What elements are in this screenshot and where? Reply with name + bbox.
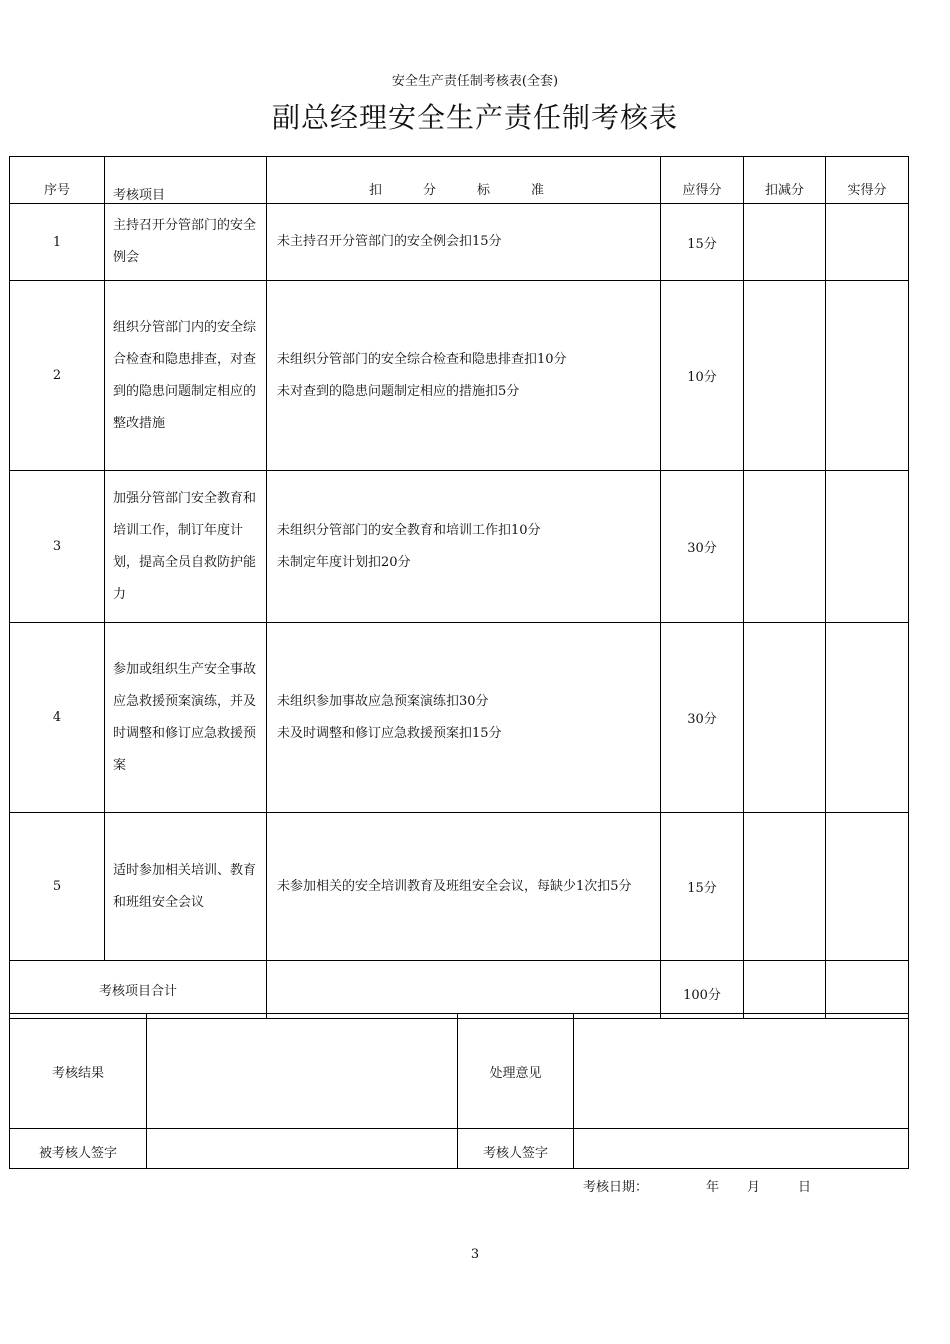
row-deduction-cell: [744, 471, 826, 623]
table-row: [10, 471, 909, 623]
col-header-deduction: 扣减分: [744, 157, 826, 204]
row-criteria: [267, 623, 661, 813]
row-score: 15分: [661, 204, 744, 281]
assessor-sign-field[interactable]: [574, 1129, 909, 1169]
row-score: 15分: [661, 813, 744, 961]
col-header-actual: 实得分: [826, 157, 909, 204]
row-score: 30分: [661, 471, 744, 623]
assessee-sign-label: 被考核人签字: [10, 1129, 147, 1169]
assessee-sign-field[interactable]: [147, 1129, 458, 1169]
row-actual-cell: [826, 281, 909, 471]
total-score: 100分: [661, 961, 744, 1019]
page-number: 3: [470, 1247, 480, 1262]
opinion-label: 处理意见: [458, 1014, 574, 1129]
table-row: [10, 623, 909, 813]
assessment-table: [9, 156, 909, 1019]
total-deduction-cell: [744, 961, 826, 1019]
criteria-line: 未及时调整和修订应急救援预案扣15分: [277, 725, 502, 741]
row-actual-cell: [826, 623, 909, 813]
row-criteria: [267, 471, 661, 623]
criteria-line: 未制定年度计划扣20分: [277, 554, 411, 570]
row-no: 3: [10, 471, 105, 623]
total-actual-cell: [826, 961, 909, 1019]
row-deduction-cell: [744, 623, 826, 813]
result-table: [9, 1013, 909, 1169]
assessment-date-line: [583, 1176, 811, 1195]
row-score: 30分: [661, 623, 744, 813]
row-item: 组织分管部门内的安全综合检查和隐患排查，对查到的隐患问题制定相应的整改措施: [105, 281, 267, 471]
row-no: 1: [10, 204, 105, 281]
row-actual-cell: [826, 471, 909, 623]
row-item: 参加或组织生产安全事故应急救援预案演练，并及时调整和修订应急救援预案: [105, 623, 267, 813]
running-title: 安全生产责任制考核表(全套): [391, 74, 559, 89]
date-month: 月: [747, 1180, 761, 1195]
criteria-line: 未主持召开分管部门的安全例会扣15分: [277, 234, 502, 249]
table-row: [10, 281, 909, 471]
criteria-line: 未参加相关的安全培训教育及班组安全会议，每缺少1次扣5分: [277, 878, 632, 894]
table-header-row: [10, 157, 909, 204]
row-criteria: [267, 813, 661, 961]
result-label: 考核结果: [10, 1014, 147, 1129]
row-deduction-cell: [744, 281, 826, 471]
criteria-line: 未组织参加事故应急预案演练扣30分: [277, 693, 489, 709]
col-header-no: 序号: [10, 157, 105, 204]
criteria-line: 未组织分管部门的安全教育和培训工作扣10分: [277, 522, 541, 538]
col-header-item: 考核项目: [105, 157, 267, 204]
row-actual-cell: [826, 813, 909, 961]
total-label: 考核项目合计: [10, 961, 267, 1019]
row-criteria: [267, 281, 661, 471]
row-deduction-cell: [744, 204, 826, 281]
opinion-field[interactable]: [574, 1014, 909, 1129]
criteria-line: 未对查到的隐患问题制定相应的措施扣5分: [277, 383, 520, 399]
table-row: [10, 813, 909, 961]
row-actual-cell: [826, 204, 909, 281]
row-deduction-cell: [744, 813, 826, 961]
page-title: 副总经理安全生产责任制考核表: [271, 101, 678, 134]
table-row: [10, 204, 909, 281]
assessor-sign-label: 考核人签字: [458, 1129, 574, 1169]
total-row: [10, 961, 909, 1019]
criteria-line: 未组织分管部门的安全综合检查和隐患排查扣10分: [277, 351, 567, 367]
signature-row: [10, 1129, 909, 1169]
row-criteria: [267, 204, 661, 281]
date-year: 年: [706, 1180, 720, 1195]
date-day: 日: [798, 1180, 812, 1195]
row-no: 4: [10, 623, 105, 813]
date-label: 考核日期：: [583, 1180, 649, 1195]
row-no: 2: [10, 281, 105, 471]
total-criteria-cell: [267, 961, 661, 1019]
row-item: 加强分管部门安全教育和培训工作，制订年度计划，提高全员自救防护能力: [105, 471, 267, 623]
row-score: 10分: [661, 281, 744, 471]
result-field[interactable]: [147, 1014, 458, 1129]
result-row: [10, 1014, 909, 1129]
row-no: 5: [10, 813, 105, 961]
row-item: 适时参加相关培训、教育和班组安全会议: [105, 813, 267, 961]
col-header-score: 应得分: [661, 157, 744, 204]
row-item: 主持召开分管部门的安全例会: [105, 204, 267, 281]
col-header-criteria: 扣 分 标 准: [267, 157, 661, 204]
